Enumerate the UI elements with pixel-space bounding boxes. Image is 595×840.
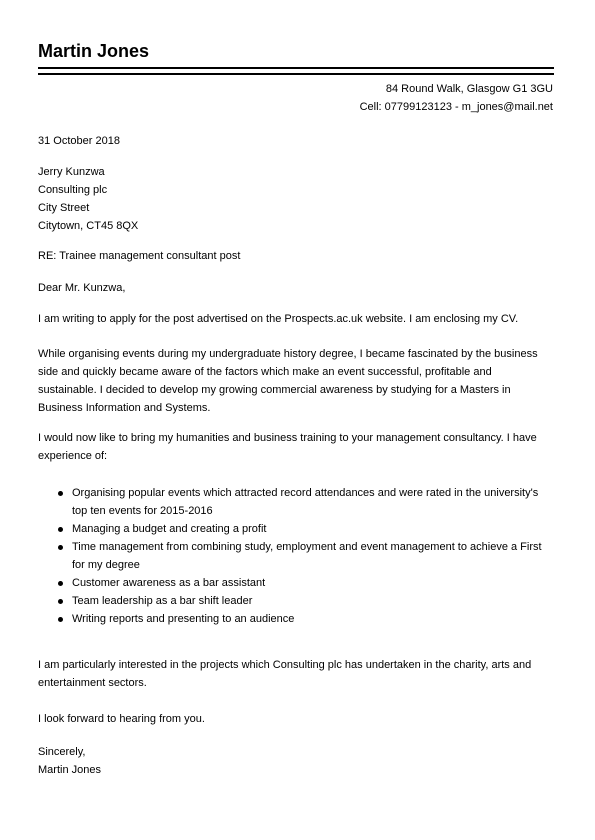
bullet-icon xyxy=(58,581,63,586)
experience-list xyxy=(38,484,552,628)
paragraph-interest: I am particularly interested in the projects which Consulting plc has undertaken in the charity, arts and entertainment sectors. xyxy=(38,659,532,689)
header-rule-top xyxy=(38,67,554,69)
recipient-company: Consulting plc xyxy=(38,184,108,196)
list-item: Customer awareness as a bar assistant xyxy=(38,574,552,592)
sender-cell-email: Cell: 07799123123 - m_jones@mail.net xyxy=(359,101,553,113)
recipient-city: Citytown, CT45 8QX xyxy=(38,220,139,232)
signature-name: Martin Jones xyxy=(38,764,101,776)
letter-page xyxy=(38,0,555,840)
bullet-icon xyxy=(58,491,63,496)
recipient-name: Jerry Kunzwa xyxy=(38,166,105,178)
signoff xyxy=(38,743,550,779)
paragraph-intro: I am writing to apply for the post advertised on the Prospects.ac.uk website. I am enclosing my CV. xyxy=(38,313,519,325)
salutation: Dear Mr. Kunzwa, xyxy=(38,282,126,294)
sender-address: 84 Round Walk, Glasgow G1 3GU xyxy=(385,83,553,95)
list-item: Writing reports and presenting to an audience xyxy=(38,610,552,628)
recipient-street: City Street xyxy=(38,202,90,214)
list-item: Organising popular events which attracted record attendances and were rated in the university's top ten events for 2015-2016 xyxy=(38,484,552,520)
list-item: Managing a budget and creating a profit xyxy=(38,520,552,538)
closing-word: Sincerely, xyxy=(38,746,86,758)
bullet-icon xyxy=(58,599,63,604)
letter-date: 31 October 2018 xyxy=(38,135,120,147)
bullet-icon xyxy=(58,545,63,550)
paragraph-closing: I look forward to hearing from you. xyxy=(38,713,205,725)
sender-name: Martin Jones xyxy=(38,41,150,61)
header-rule-bottom xyxy=(38,73,554,75)
list-item: Team leadership as a bar shift leader xyxy=(38,592,552,610)
paragraph-background: While organising events during my undergraduate history degree, I became fascinated by the business side and quickly became aware of the factors which make an event successful, profitable and sustainable. I decided to develop my growing commercial awareness by studying for a Masters in Business Information and Systems. xyxy=(38,348,538,414)
recipient-address xyxy=(38,163,550,235)
bullet-icon xyxy=(58,617,63,622)
paragraph-experience: I would now like to bring my humanities and business training to your management consultancy. I have experience of: xyxy=(38,432,537,462)
bullet-icon xyxy=(58,527,63,532)
subject-line: RE: Trainee management consultant post xyxy=(38,250,241,262)
sender-contact xyxy=(360,80,553,116)
list-item: Time management from combining study, employment and event management to achieve a First for my degree xyxy=(38,538,552,574)
